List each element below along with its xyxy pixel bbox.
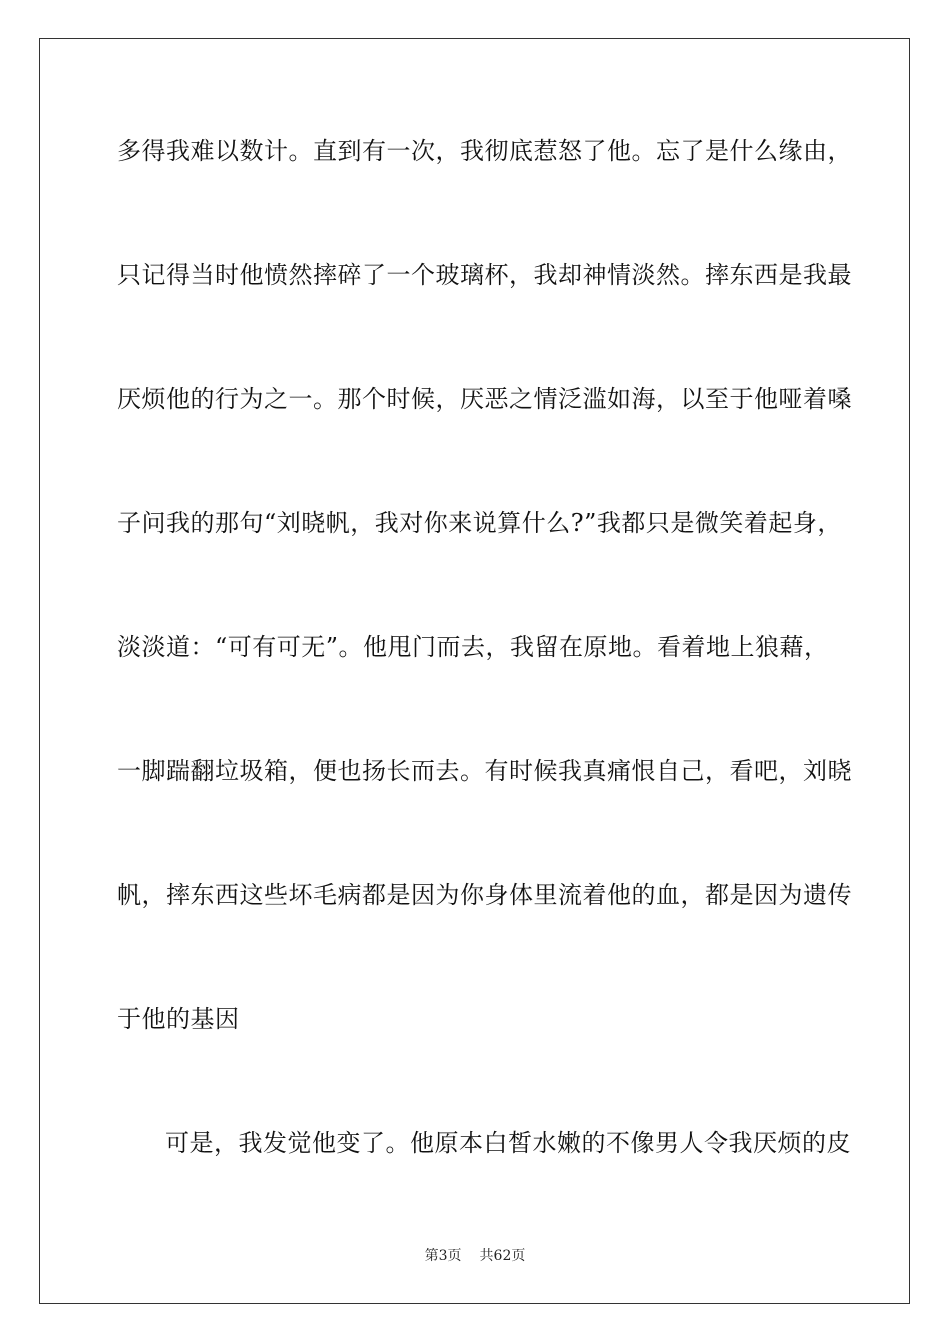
body-text-line: 一脚踹翻垃圾箱，便也扬长而去。有时候我真痛恨自己，看吧，刘晓: [117, 757, 852, 785]
body-text-line: 只记得当时他愤然摔碎了一个玻璃杯，我却神情淡然。摔东西是我最: [117, 261, 852, 289]
body-text-line: 子问我的那句“刘晓帆，我对你来说算什么?”我都只是微笑着起身，: [117, 509, 842, 537]
page-number: 第3页: [424, 1248, 462, 1264]
paragraph-start-line: 可是，我发觉他变了。他原本白皙水嫩的不像男人令我厌烦的皮: [165, 1129, 851, 1157]
body-text-line: 多得我难以数计。直到有一次，我彻底惹怒了他。忘了是什么缘由，: [117, 137, 852, 165]
total-pages: 共62页: [479, 1248, 526, 1264]
body-text-line: 于他的基因: [117, 1005, 240, 1033]
body-text-line: 淡淡道：“可有可无”。他甩门而去，我留在原地。看着地上狼藉，: [117, 633, 829, 661]
page-border: [39, 38, 910, 1304]
body-text-line: 帆，摔东西这些坏毛病都是因为你身体里流着他的血，都是因为遗传: [117, 881, 852, 909]
body-text-line: 厌烦他的行为之一。那个时候，厌恶之情泛滥如海，以至于他哑着嗓: [117, 385, 852, 413]
page-footer: [0, 1247, 950, 1265]
